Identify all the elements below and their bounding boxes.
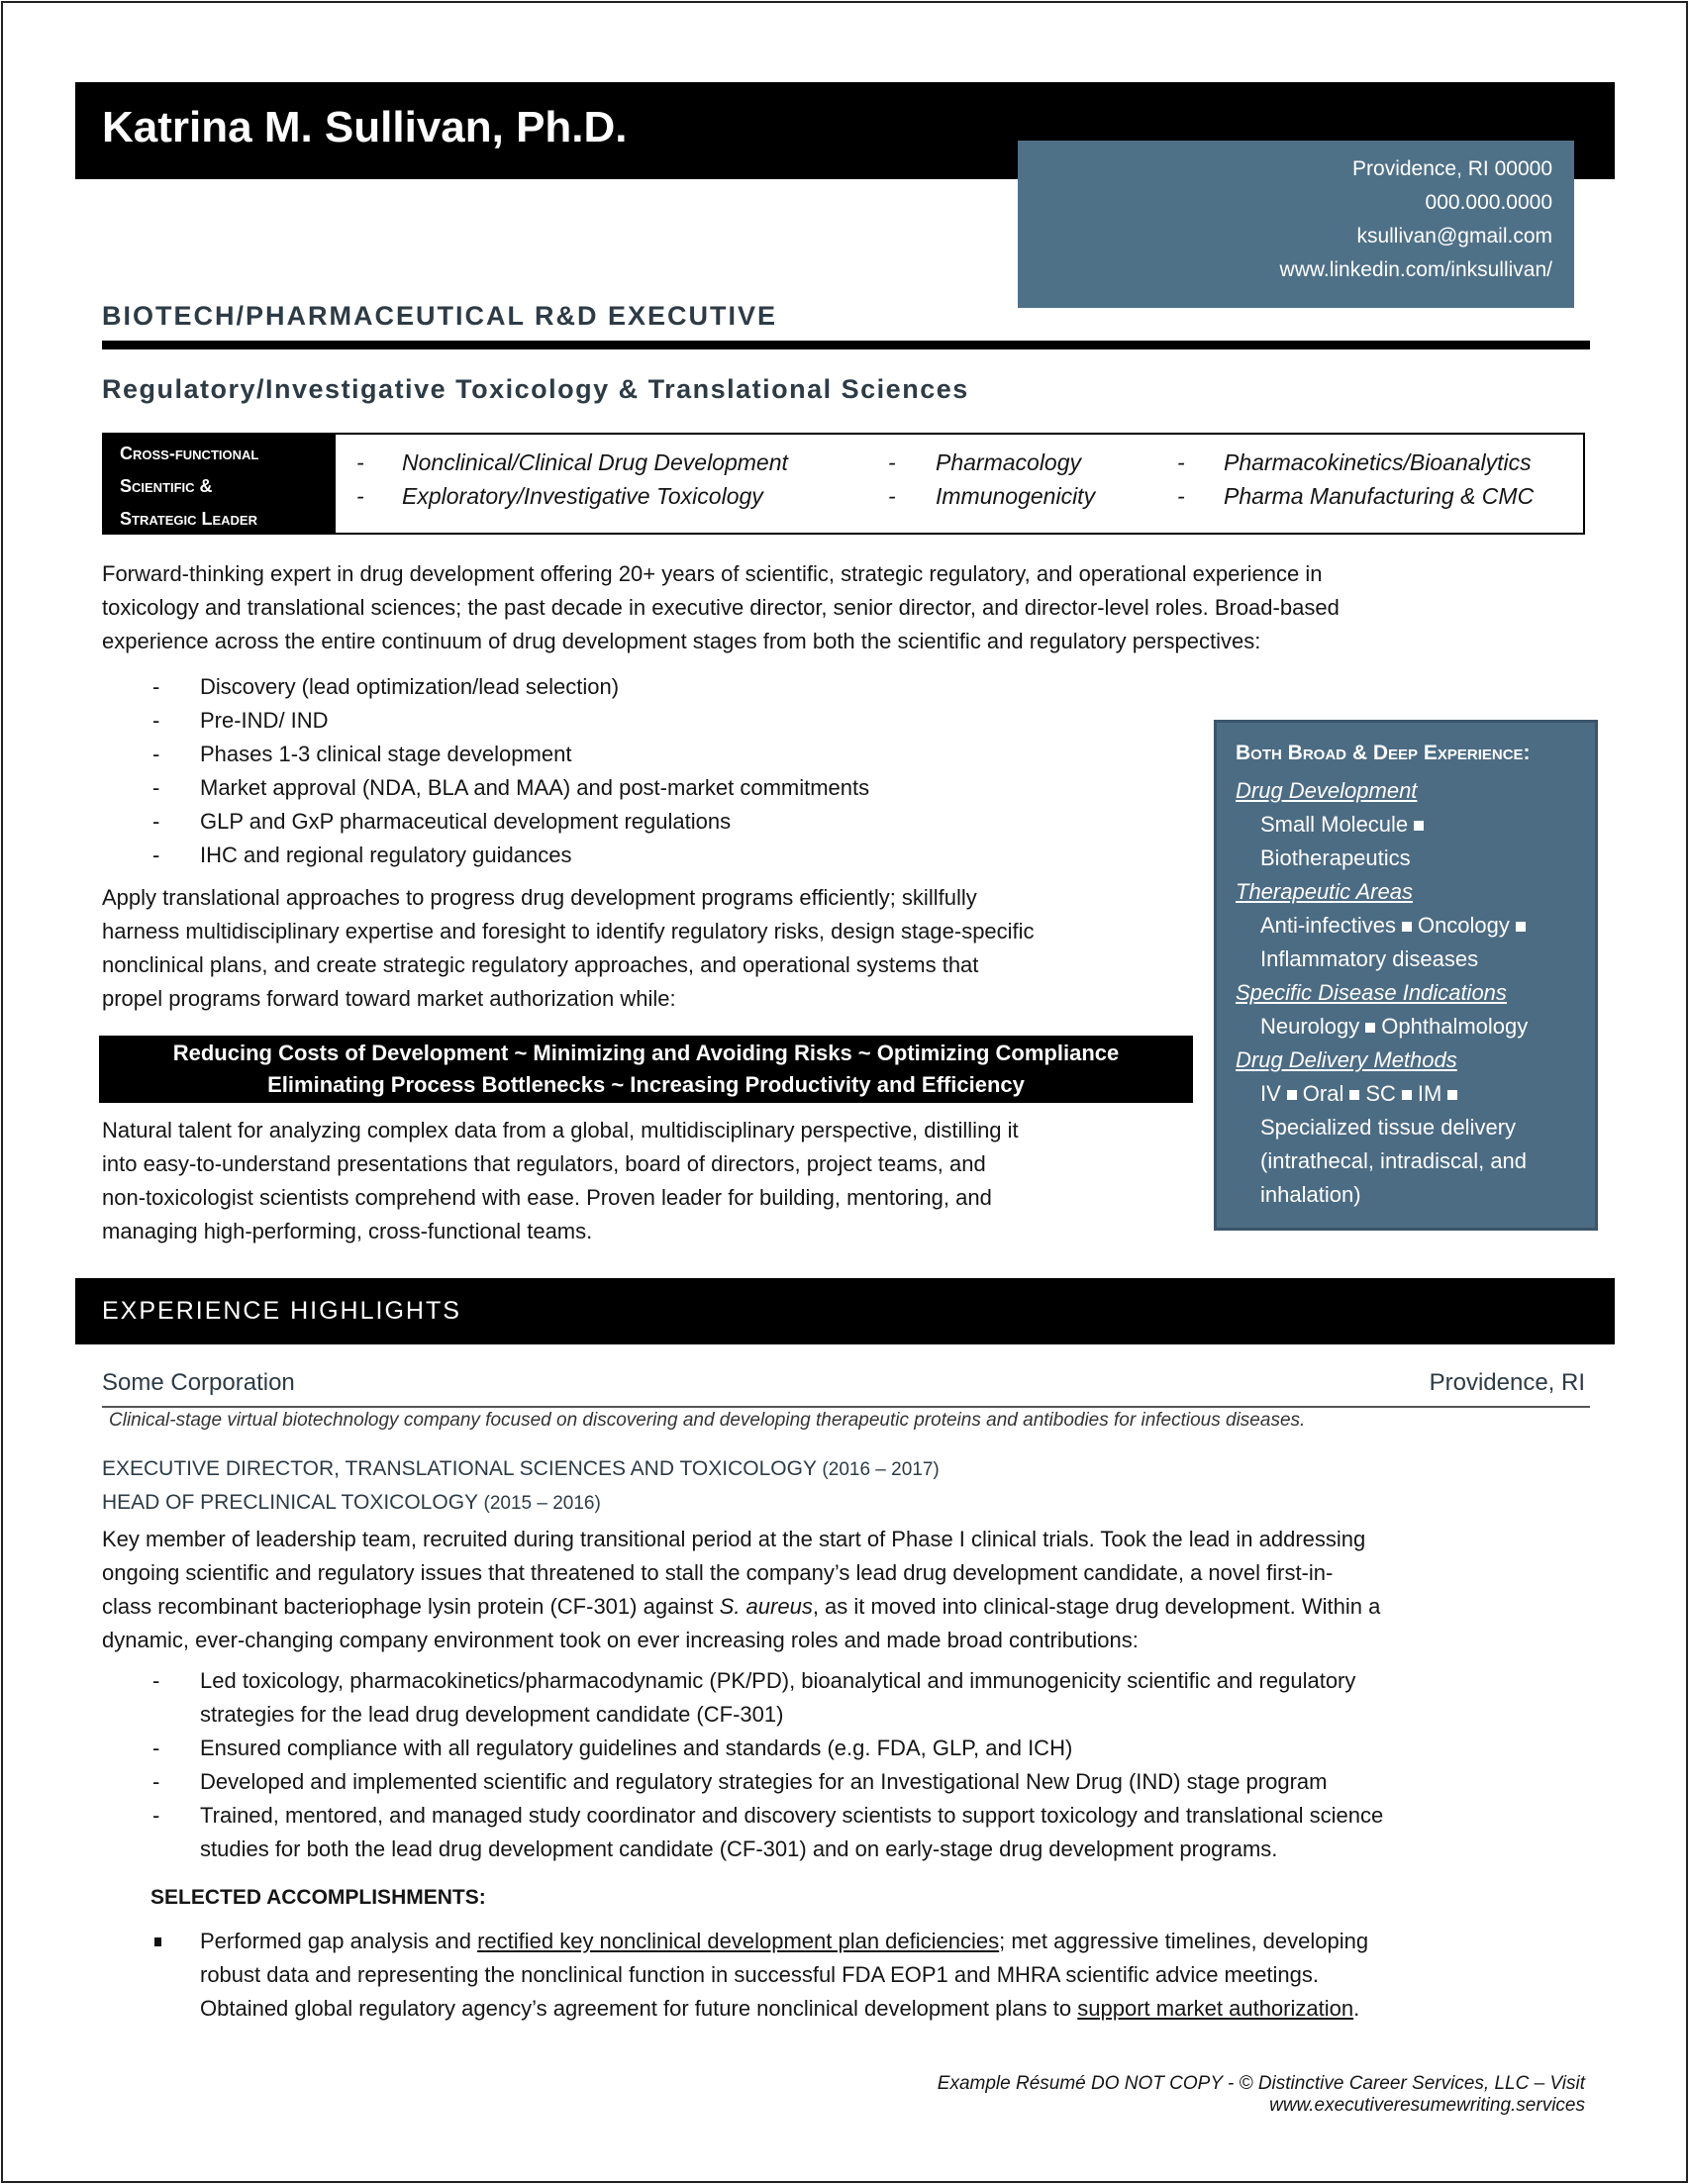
item: inhalation) <box>1260 1182 1361 1207</box>
dash-bullet: - <box>152 1668 160 1693</box>
accomplishment-line <box>200 1992 1359 2026</box>
dash: - <box>888 483 896 509</box>
sidebar-line <box>1236 1010 1595 1043</box>
competency-item: Nonclinical/Clinical Drug Development <box>402 449 788 475</box>
category-drug-development: Drug Development <box>1236 778 1418 803</box>
summary-paragraph-2 <box>102 881 1035 1016</box>
company-description: Clinical-stage virtual biotechnology company focused on discovering and developing therapeutic proteins and antibodies for infectious diseases. <box>109 1410 1306 1431</box>
item: Oral <box>1302 1081 1344 1106</box>
text-line: managing high-performing, cross-functional teams. <box>102 1219 593 1243</box>
banner-line: Eliminating Process Bottlenecks ~ Increasing Productivity and Efficiency <box>267 1072 1025 1097</box>
role-years: (2015 – 2016) <box>483 1493 601 1514</box>
underlined-text: rectified key nonclinical development plan deficiencies <box>477 1929 1000 1953</box>
item: IM <box>1417 1081 1442 1106</box>
company-location: Providence, RI <box>1429 1369 1585 1396</box>
competency-item: Exploratory/Investigative Toxicology <box>402 483 763 509</box>
dash: - <box>1177 483 1185 509</box>
list-item: Developed and implemented scientific and regulatory strategies for an Investigational New Drug (IND) stage program <box>200 1769 1328 1794</box>
text-line: Apply translational approaches to progress drug development programs efficiently; skillfully <box>102 885 977 910</box>
dash-bullet: - <box>152 674 160 699</box>
dash: - <box>888 449 896 475</box>
list-item: Trained, mentored, and managed study coordinator and discovery scientists to support toxicology and translational science <box>200 1803 1384 1828</box>
list-item-cont: strategies for the lead drug development candidate (CF-301) <box>200 1702 784 1727</box>
role-description <box>102 1523 1380 1657</box>
list-item: Market approval (NDA, BLA and MAA) and post-market commitments <box>200 775 870 800</box>
dash-bullet: - <box>152 1736 160 1760</box>
text-line: Key member of leadership team, recruited during transitional period at the start of Phase I clinical trials. Took the lead in addressing <box>102 1527 1366 1551</box>
dash-bullet: - <box>152 775 160 800</box>
item: Biotherapeutics <box>1260 845 1411 870</box>
accomplishment-line: robust data and representing the nonclinical function in successful FDA EOP1 and MHRA scientific advice meetings. <box>200 1962 1319 1987</box>
text-line: Natural talent for analyzing complex data from a global, multidisciplinary perspective, distilling it <box>102 1118 1019 1142</box>
headline: BIOTECH/PHARMACEUTICAL R&D EXECUTIVE <box>102 301 778 331</box>
candidate-name: Katrina M. Sullivan, Ph.D. <box>102 103 628 151</box>
accomplishment-line <box>200 1925 1368 1958</box>
dash: - <box>356 483 364 509</box>
contact-box <box>1018 141 1574 308</box>
item: Oncology <box>1417 913 1510 938</box>
square-bullet-icon <box>154 1937 161 1946</box>
text-run: , as it moved into clinical-stage drug development. Within a <box>812 1594 1381 1619</box>
text-line: toxicology and translational sciences; the past decade in executive director, senior director, and director-level roles. Broad-based <box>102 595 1340 620</box>
sidebar-title: Both Broad & Deep Experience: <box>1236 742 1531 764</box>
sidebar-line <box>1236 909 1595 943</box>
text-line: ongoing scientific and regulatory issues that threatened to stall the company’s lead drug development candidate, a novel first-in- <box>102 1560 1334 1585</box>
list-item: Led toxicology, pharmacokinetics/pharmacodynamic (PK/PD), bioanalytical and immunogenicity scientific and regulatory <box>200 1668 1356 1693</box>
item: Specialized tissue delivery <box>1260 1115 1517 1140</box>
square-bullet-icon <box>1287 1090 1297 1100</box>
accomplishments-heading: SELECTED ACCOMPLISHMENTS: <box>150 1886 486 1909</box>
contact-linkedin[interactable]: www.linkedin.com/inksullivan/ <box>1279 258 1552 281</box>
text-line: non-toxicologist scientists comprehend with ease. Proven leader for building, mentoring, and <box>102 1185 992 1210</box>
list-item: IHC and regional regulatory guidances <box>200 843 572 867</box>
text-line: into easy-to-understand presentations that regulators, board of directors, project teams, and <box>102 1151 986 1176</box>
item: Ophthalmology <box>1381 1014 1529 1039</box>
item: Neurology <box>1260 1014 1360 1039</box>
item: (intrathecal, intradiscal, and <box>1260 1148 1528 1173</box>
contact-email[interactable]: ksullivan@gmail.com <box>1356 225 1552 248</box>
competency-item: Pharmacology <box>936 449 1082 475</box>
item: Anti-infectives <box>1260 913 1396 938</box>
summary-paragraph-1 <box>102 557 1340 658</box>
competency-item: Pharma Manufacturing & CMC <box>1224 483 1535 509</box>
list-item: Phases 1-3 clinical stage development <box>200 742 572 766</box>
category-disease-indications: Specific Disease Indications <box>1236 980 1507 1005</box>
category-therapeutic-areas: Therapeutic Areas <box>1236 879 1413 904</box>
square-bullet-icon <box>1447 1090 1457 1100</box>
text-run: class recombinant bacteriophage lysin protein (CF-301) against <box>102 1594 720 1619</box>
text-run: Performed gap analysis and <box>200 1929 478 1953</box>
footer-disclaimer: Example Résumé DO NOT COPY - © Distinctive Career Services, LLC – Visit www.executiveresumewriting.services <box>937 2073 1585 2116</box>
dash: - <box>356 449 364 475</box>
company-divider <box>102 1406 1590 1408</box>
role-title <box>102 1457 940 1481</box>
square-bullet-icon <box>1349 1090 1359 1100</box>
competency-item: Pharmacokinetics/Bioanalytics <box>1224 449 1532 475</box>
square-bullet-icon <box>1365 1023 1375 1033</box>
dash-bullet: - <box>152 809 160 834</box>
item: Inflammatory diseases <box>1260 946 1479 971</box>
label-line: Strategic Leader <box>120 509 257 529</box>
role-title <box>102 1491 601 1515</box>
value-banner <box>99 1036 1193 1103</box>
list-item: Ensured compliance with all regulatory guidelines and standards (e.g. FDA, GLP, and ICH) <box>200 1736 1073 1760</box>
text-line: nonclinical plans, and create strategic regulatory approaches, and operational systems that <box>102 952 979 977</box>
section-header-experience: EXPERIENCE HIGHLIGHTS <box>75 1278 1615 1344</box>
subheadline: Regulatory/Investigative Toxicology & Translational Sciences <box>102 374 969 404</box>
item: Small Molecule <box>1260 812 1409 837</box>
text-line: experience across the entire continuum of drug development stages from both the scientific and regulatory perspectives: <box>102 629 1261 653</box>
dash-bullet: - <box>152 708 160 733</box>
text-run: . <box>1353 1996 1360 2021</box>
species-name: S. aureus <box>719 1594 813 1619</box>
dash-bullet: - <box>152 742 160 766</box>
square-bullet-icon <box>1516 922 1526 932</box>
role-years: (2016 – 2017) <box>822 1459 940 1480</box>
square-bullet-icon <box>1402 922 1412 932</box>
text-run: ; met aggressive timelines, developing <box>999 1929 1369 1953</box>
list-item: Discovery (lead optimization/lead selection) <box>200 674 620 699</box>
sidebar-line <box>1236 808 1595 842</box>
text-line: dynamic, ever-changing company environment took on ever increasing roles and made broad contributions: <box>102 1628 1139 1652</box>
dash: - <box>1177 449 1185 475</box>
dash-bullet: - <box>152 1769 160 1794</box>
experience-sidebar <box>1214 720 1598 1231</box>
summary-paragraph-3 <box>102 1114 1019 1248</box>
competency-item: Immunogenicity <box>936 483 1096 509</box>
text-line: propel programs forward toward market authorization while: <box>102 986 676 1011</box>
competencies-box <box>102 433 1585 535</box>
role-name: EXECUTIVE DIRECTOR, TRANSLATIONAL SCIENCES AND TOXICOLOGY <box>102 1457 817 1480</box>
dash-bullet: - <box>152 843 160 867</box>
role-name: HEAD OF PRECLINICAL TOXICOLOGY <box>102 1491 478 1514</box>
contact-phone: 000.000.0000 <box>1425 191 1552 214</box>
square-bullet-icon <box>1402 1090 1412 1100</box>
text-line <box>102 1590 1380 1624</box>
list-item: GLP and GxP pharmaceutical development regulations <box>200 809 732 834</box>
underlined-text: support market authorization <box>1077 1996 1354 2021</box>
company-name: Some Corporation <box>102 1369 295 1396</box>
item: SC <box>1365 1081 1396 1106</box>
competencies-label <box>104 435 336 533</box>
item: IV <box>1260 1081 1281 1106</box>
divider <box>102 341 1590 349</box>
category-delivery-methods: Drug Delivery Methods <box>1236 1047 1457 1072</box>
sidebar-line <box>1236 1077 1595 1111</box>
text-run: Obtained global regulatory agency’s agreement for future nonclinical development plans to <box>200 1996 1078 2021</box>
label-line: Scientific & <box>120 476 213 496</box>
square-bullet-icon <box>1414 821 1424 831</box>
banner-line: Reducing Costs of Development ~ Minimizing and Avoiding Risks ~ Optimizing Compliance <box>172 1041 1120 1065</box>
label-line: Cross-functional <box>120 444 259 463</box>
list-item: Pre-IND/ IND <box>200 708 329 733</box>
contact-location: Providence, RI 00000 <box>1352 157 1552 180</box>
dash-bullet: - <box>152 1803 160 1828</box>
text-line: Forward-thinking expert in drug development offering 20+ years of scientific, strategic regulatory, and operational experience in <box>102 561 1323 586</box>
list-item-cont: studies for both the lead drug development candidate (CF-301) and on early-stage drug development programs. <box>200 1837 1278 1861</box>
text-line: harness multidisciplinary expertise and foresight to identify regulatory risks, design stage-specific <box>102 919 1035 943</box>
